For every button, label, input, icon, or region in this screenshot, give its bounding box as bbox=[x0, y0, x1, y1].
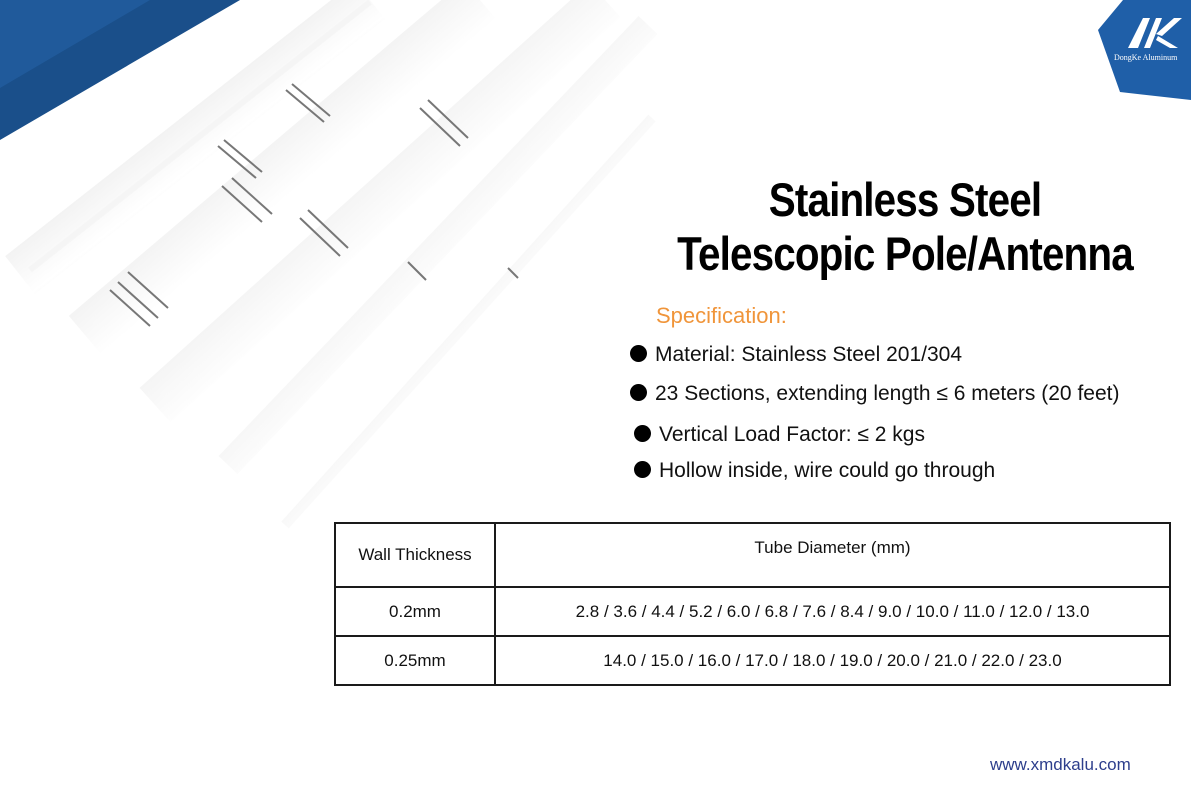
specification-heading: Specification: bbox=[656, 303, 787, 328]
website-link[interactable]: www.xmdkalu.com bbox=[990, 755, 1131, 774]
spec-item-text: Vertical Load Factor: ≤ 2 kgs bbox=[659, 423, 925, 446]
table-row bbox=[335, 587, 1170, 636]
cell-wall-thickness: 0.25mm bbox=[335, 636, 495, 685]
spec-item-load bbox=[634, 423, 925, 447]
bullet-icon bbox=[630, 384, 647, 401]
spec-item-text: 23 Sections, extending length ≤ 6 meters (20 feet) bbox=[655, 382, 1120, 405]
header-wall-thickness: Wall Thickness bbox=[335, 523, 495, 587]
table-row bbox=[335, 636, 1170, 685]
logo-caption: DongKe Aluminum bbox=[1114, 53, 1178, 62]
bullet-icon bbox=[634, 425, 651, 442]
spec-item-sections bbox=[630, 382, 1119, 406]
title-line-2: Telescopic Pole/Antenna bbox=[677, 227, 1133, 280]
title-line-1: Stainless Steel bbox=[768, 173, 1042, 226]
logo-badge bbox=[1098, 0, 1191, 100]
spec-item-hollow bbox=[634, 459, 995, 483]
table-header-row bbox=[335, 523, 1170, 587]
header-tube-diameter: Tube Diameter (mm) bbox=[495, 523, 1170, 587]
bullet-icon bbox=[634, 461, 651, 478]
bullet-icon bbox=[630, 345, 647, 362]
spec-item-text: Hollow inside, wire could go through bbox=[659, 459, 996, 482]
cell-wall-thickness: 0.2mm bbox=[335, 587, 495, 636]
spec-item-material bbox=[630, 343, 962, 367]
cell-tube-diameters: 2.8 / 3.6 / 4.4 / 5.2 / 6.0 / 6.8 / 7.6 / 8.4 / 9.0 / 10.0 / 11.0 / 12.0 / 13.0 bbox=[495, 587, 1170, 636]
cell-tube-diameters: 14.0 / 15.0 / 16.0 / 17.0 / 18.0 / 19.0 / 20.0 / 21.0 / 22.0 / 23.0 bbox=[495, 636, 1170, 685]
telescopic-poles-image bbox=[0, 0, 660, 540]
spec-table bbox=[334, 522, 1171, 686]
spec-item-text: Material: Stainless Steel 201/304 bbox=[655, 343, 963, 366]
